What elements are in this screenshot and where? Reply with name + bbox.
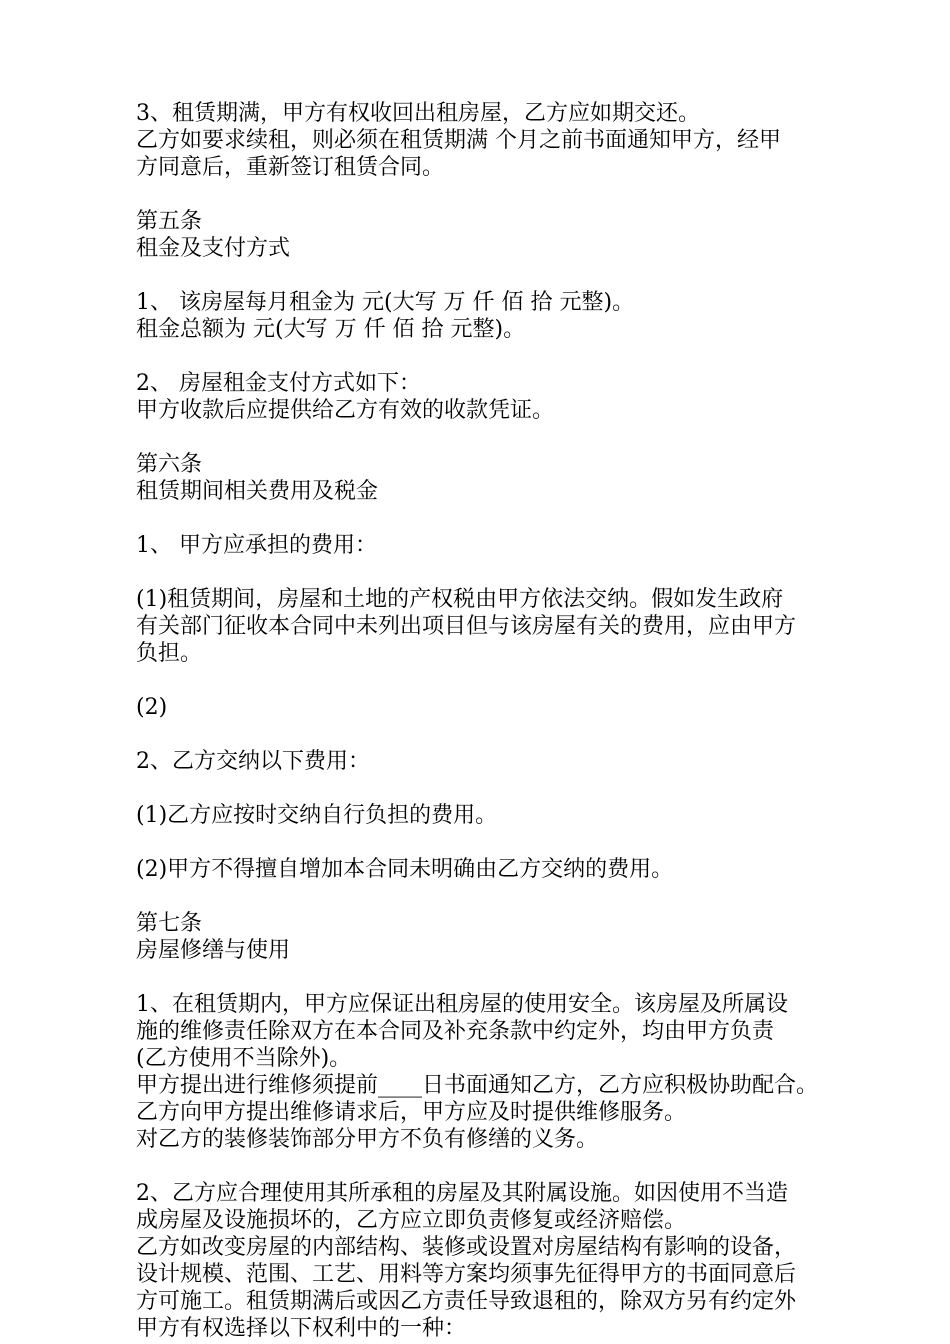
paragraph-gap xyxy=(136,343,826,370)
paragraph-gap xyxy=(136,883,826,910)
article-title: 租赁期间相关费用及税金 xyxy=(136,479,379,504)
paragraph-lessee-fees xyxy=(136,748,826,775)
text-line: 1、 该房屋每月租金为 元(大写 万 仟 佰 拾 元整)。 xyxy=(136,290,635,315)
paragraph-proper-use xyxy=(136,1180,826,1342)
text-line: 有关部门征收本合同中未列出项目但与该房屋有关的费用，应由甲方 xyxy=(136,614,797,639)
paragraph-item-2 xyxy=(136,694,826,721)
text-line: 1、 甲方应承担的费用： xyxy=(136,533,377,558)
paragraph-term-expiry xyxy=(136,100,826,181)
text-line: 3、租赁期满，甲方有权收回出租房屋，乙方应如期交还。 xyxy=(136,101,700,126)
text-line: 施的维修责任除双方在本合同及补充条款中约定外，均由甲方负责 xyxy=(136,1019,775,1044)
text-line: 甲方收款后应提供给乙方有效的收款凭证。 xyxy=(136,398,555,423)
text-line: (2) xyxy=(136,695,168,720)
paragraph-gap xyxy=(136,181,826,208)
text-line: 对乙方的装修装饰部分甲方不负有修缮的义务。 xyxy=(136,1127,599,1152)
article-heading-7 xyxy=(136,910,826,964)
article-number: 第六条 xyxy=(136,452,203,477)
text-line: 2、乙方交纳以下费用： xyxy=(136,749,370,774)
paragraph-gap xyxy=(136,964,826,991)
text-line: (1)乙方应按时交纳自行负担的费用。 xyxy=(136,803,498,828)
article-title: 房屋修缮与使用 xyxy=(136,938,291,963)
text-line: 负担。 xyxy=(136,641,203,666)
text-line: 乙方向甲方提出维修请求后，甲方应及时提供维修服务。 xyxy=(136,1100,687,1125)
article-number: 第七条 xyxy=(136,911,203,936)
text-line: 甲方有权选择以下权利中的一种： xyxy=(136,1316,467,1341)
text-line: 成房屋及设施损坏的，乙方应立即负责修复或经济赔偿。 xyxy=(136,1208,687,1233)
paragraph-gap xyxy=(136,829,826,856)
paragraph-lessee-fee-2 xyxy=(136,856,826,883)
paragraph-gap xyxy=(136,667,826,694)
paragraph-gap xyxy=(136,1153,826,1180)
text-line: 乙方如要求续租，则必须在租赁期满 个月之前书面通知甲方，经甲 xyxy=(136,128,781,153)
text-line: 方可施工。租赁期满后或因乙方责任导致退租的，除双方另有约定外 xyxy=(136,1289,797,1314)
text-line: (乙方使用不当除外)。 xyxy=(136,1046,352,1071)
article-title: 租金及支付方式 xyxy=(136,236,291,261)
article-heading-5 xyxy=(136,208,826,262)
text-line: 方同意后，重新签订租赁合同。 xyxy=(136,155,445,180)
paragraph-gap xyxy=(136,424,826,451)
paragraph-lessee-fee-1 xyxy=(136,802,826,829)
paragraph-repair-duty xyxy=(136,991,826,1153)
article-number: 第五条 xyxy=(136,209,203,234)
text-line: 设计规模、范围、工艺、用料等方案均须事先征得甲方的书面同意后 xyxy=(136,1262,797,1287)
paragraph-rent-amount xyxy=(136,289,826,343)
text-line: 甲方提出进行维修须提前____日书面通知乙方，乙方应积极协助配合。 xyxy=(136,1073,819,1098)
paragraph-gap xyxy=(136,262,826,289)
paragraph-gap xyxy=(136,775,826,802)
paragraph-payment-method xyxy=(136,370,826,424)
document-page xyxy=(136,100,826,1342)
text-line: 租金总额为 元(大写 万 仟 佰 拾 元整)。 xyxy=(136,317,526,342)
text-line: (1)租赁期间，房屋和土地的产权税由甲方依法交纳。假如发生政府 xyxy=(136,587,784,612)
article-heading-6 xyxy=(136,451,826,505)
paragraph-gap xyxy=(136,559,826,586)
text-line: 2、 房屋租金支付方式如下： xyxy=(136,371,421,396)
paragraph-lessor-fees xyxy=(136,532,826,559)
text-line: 2、乙方应合理使用其所承租的房屋及其附属设施。如因使用不当造 xyxy=(136,1181,788,1206)
text-line: (2)甲方不得擅自增加本合同未明确由乙方交纳的费用。 xyxy=(136,857,674,882)
paragraph-gap xyxy=(136,505,826,532)
text-line: 乙方如改变房屋的内部结构、装修或设置对房屋结构有影响的设备， xyxy=(136,1235,797,1260)
text-line: 1、在租赁期内，甲方应保证出租房屋的使用安全。该房屋及所属设 xyxy=(136,992,788,1017)
paragraph-property-tax xyxy=(136,586,826,667)
paragraph-gap xyxy=(136,721,826,748)
